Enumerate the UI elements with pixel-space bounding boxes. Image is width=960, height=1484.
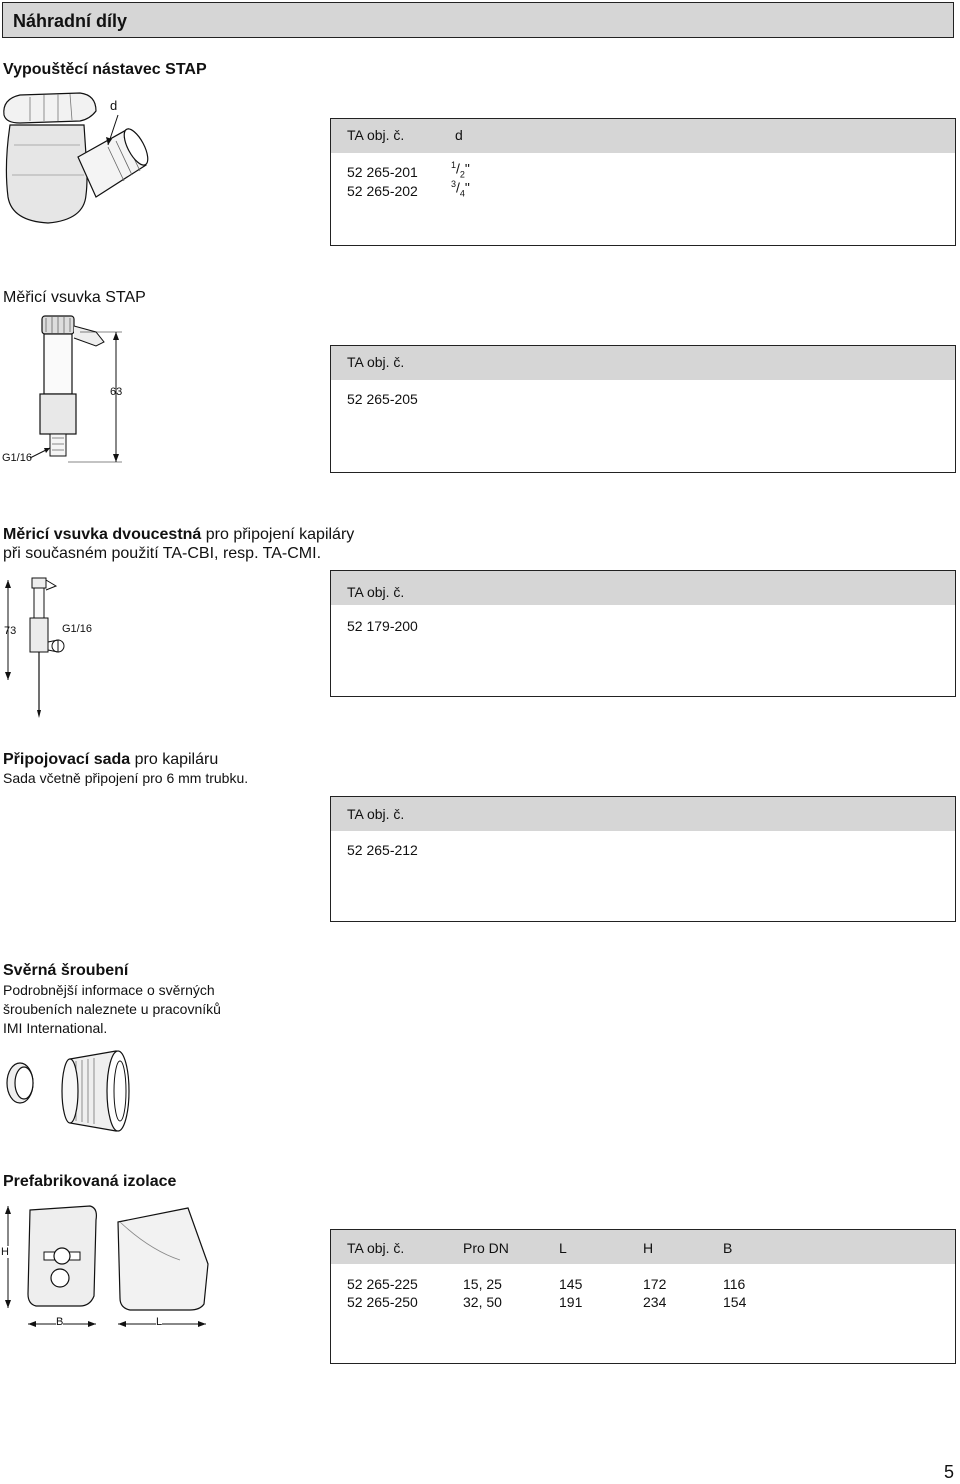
col-header-h: H — [643, 1240, 654, 1256]
table-cell-d: $^1/_2$" — [451, 160, 470, 180]
section-title-izolace: Prefabrikovaná izolace — [3, 1173, 177, 1190]
table-header — [331, 571, 955, 605]
dim-label-thread: G1/16 — [62, 623, 92, 635]
page-number: 5 — [944, 1462, 955, 1482]
page-header — [2, 2, 954, 38]
dim-label-l: L — [156, 1316, 163, 1328]
table-merici-stap — [330, 345, 956, 473]
table-header — [331, 1230, 955, 1264]
col-header-b: B — [723, 1240, 733, 1256]
section-title-sverna: Svěrná šroubení — [3, 962, 129, 979]
section-title-stap-nastavec: Vypouštěcí nástavec STAP — [3, 61, 207, 78]
col-header-ta-obj: TA obj. č. — [347, 127, 405, 143]
dim-label-d: d — [110, 98, 118, 113]
table-header — [331, 346, 955, 380]
col-header-pro-dn: Pro DN — [463, 1240, 509, 1256]
col-header-ta-obj: TA obj. č. — [347, 584, 405, 600]
table-cell-code: 52 265-202 — [347, 183, 418, 199]
dim-label-b: B — [56, 1316, 64, 1328]
table-header — [331, 119, 955, 153]
section-title-merici-dvoucestna: Měricí vsuvka dvoucestná pro připojení kapiláry — [3, 526, 355, 543]
dim-label-height: 73 — [4, 625, 17, 637]
section-desc-sverna: Podrobnější informace o svěrných šroubeních naleznete u pracovníků IMI International. — [3, 982, 221, 1036]
col-header-ta-obj: TA obj. č. — [347, 806, 405, 822]
section-subtitle-merici-dvoucestna: při současném použití TA-CBI, resp. TA-CMI. — [3, 545, 322, 562]
col-header-ta-obj: TA obj. č. — [347, 354, 405, 370]
table-cell-h: 234 — [643, 1294, 667, 1310]
table-cell-code: 52 265-201 — [347, 164, 418, 180]
table-stap-nastavec — [330, 118, 956, 246]
table-cell-dn: 15, 25 — [463, 1276, 502, 1292]
table-izolace — [330, 1229, 956, 1364]
two-way-test-point-drawing — [0, 570, 100, 720]
table-cell-code: 52 179-200 — [347, 618, 418, 634]
table-cell-l: 191 — [559, 1294, 583, 1310]
table-cell-b: 116 — [723, 1276, 746, 1292]
col-header-d: d — [455, 127, 463, 143]
col-header-l: L — [559, 1240, 567, 1256]
table-cell-code: 52 265-205 — [347, 391, 418, 407]
section-title-merici-stap: Měřicí vsuvka STAP — [3, 289, 146, 306]
dim-label-h: H — [1, 1246, 9, 1258]
insulation-drawing — [0, 1200, 230, 1335]
table-merici-dvoucestna — [330, 570, 956, 697]
col-header-ta-obj: TA obj. č. — [347, 1240, 405, 1256]
compression-fitting-drawing — [0, 1045, 140, 1135]
dim-label-height: 63 — [110, 386, 123, 398]
section-title-pripojovaci-sada: Připojovací sada pro kapiláru — [3, 751, 219, 768]
table-cell-code: 52 265-212 — [347, 842, 418, 858]
table-cell-dn: 32, 50 — [463, 1294, 502, 1310]
table-cell-l: 145 — [559, 1276, 583, 1292]
table-cell-h: 172 — [643, 1276, 667, 1292]
table-cell-d: $^3/_4$" — [451, 179, 470, 199]
drain-valve-drawing — [0, 85, 160, 235]
table-pripojovaci-sada — [330, 796, 956, 922]
section-desc-pripojovaci-sada: Sada včetně připojení pro 6 mm trubku. — [3, 770, 249, 786]
page-title: Náhradní díly — [13, 11, 128, 31]
table-cell-code: 52 265-250 — [347, 1294, 418, 1310]
table-header — [331, 797, 955, 831]
table-cell-code: 52 265-225 — [347, 1276, 418, 1292]
dim-label-thread: G1/16 — [2, 452, 32, 464]
table-cell-b: 154 — [723, 1294, 747, 1310]
